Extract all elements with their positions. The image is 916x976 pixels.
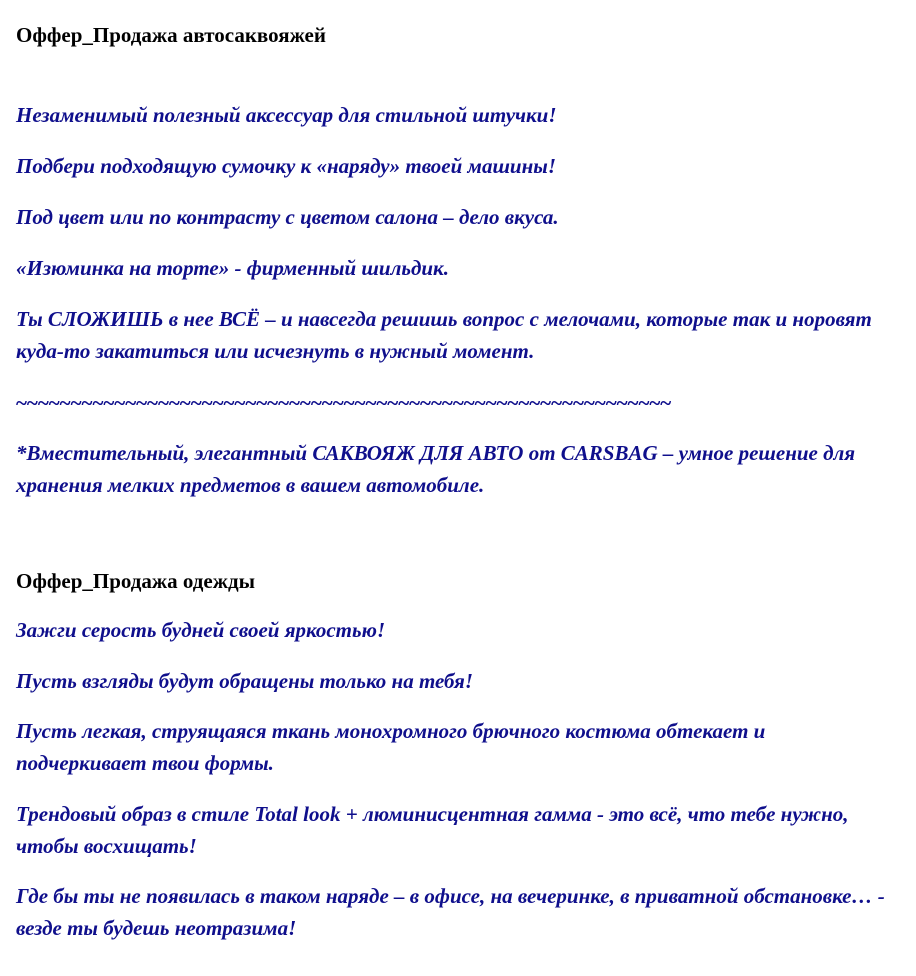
clothing-paragraph-1: Зажги серость будней своей яркостью! xyxy=(16,618,386,642)
clothing-paragraph-5: Где бы ты не появилась в таком наряде – в офисе, на вечеринке, в приватной обстановке… - везде ты будешь неотразима! xyxy=(16,884,885,940)
car-bags-paragraph-5: Ты СЛОЖИШЬ в нее ВСЁ – и навсегда решишь вопрос с мелочами, которые так и норовят куда-то закатиться или исчезнуть в нужный момент. xyxy=(16,307,872,363)
clothing-paragraph-2: Пусть взгляды будут обращены только на тебя! xyxy=(16,669,474,693)
clothing-paragraph-4: Трендовый образ в стиле Total look + люминисцентная гамма - это всё, что тебе нужно, чтобы восхищать! xyxy=(16,802,849,858)
clothing-paragraph-3: Пусть легкая, струящаяся ткань монохромного брючного костюма обтекает и подчеркивает твои формы. xyxy=(16,719,766,775)
car-bags-paragraph-4: «Изюминка на торте» - фирменный шильдик. xyxy=(16,256,449,280)
car-bags-paragraph-1: Незаменимый полезный аксессуар для стильной штучки! xyxy=(16,103,557,127)
car-bags-paragraph-3: Под цвет или по контрасту с цветом салона – дело вкуса. xyxy=(16,205,559,229)
section-title-car-bags: Оффер_Продажа автосаквояжей xyxy=(16,23,326,47)
section-title-clothing: Оффер_Продажа одежды xyxy=(16,569,255,593)
car-bags-footer-note: *Вместительный, элегантный САКВОЯЖ ДЛЯ АВТО от CARSBAG – умное решение для хранения мелких предметов в вашем автомобиле. xyxy=(16,441,856,497)
tilde-separator: ~~~~~~~~~~~~~~~~~~~~~~~~~~~~~~~~~~~~~~~~~~~~~~~~~~~~~~~~~~~~ xyxy=(16,391,672,415)
car-bags-paragraph-2: Подбери подходящую сумочку к «наряду» твоей машины! xyxy=(16,154,557,178)
